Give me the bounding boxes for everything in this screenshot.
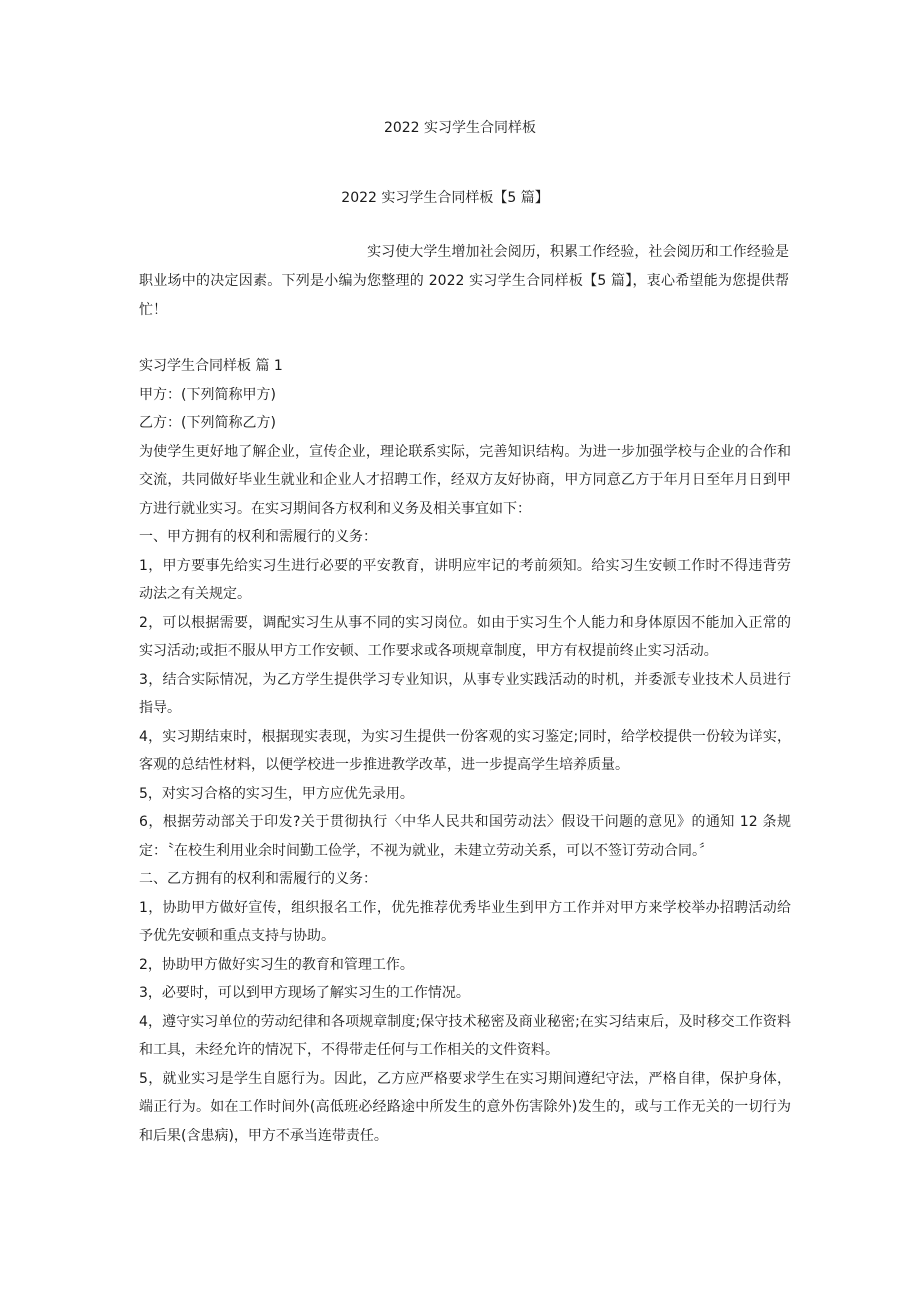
party-a-duties-heading: 一、甲方拥有的权利和需履行的义务： bbox=[139, 529, 377, 545]
clause-paragraph: 5，就业实习是学生自愿行为。因此，乙方应严格要求学生在实习期间遵纪守法，严格自律，保护身体，端正行为。如在工作时间外(高低班必经路途中所发生的意外伤害除外)发生的，或与工作无关的一切行为和后果(含患病)，甲方不承当连带责任。 bbox=[139, 1070, 791, 1144]
preamble-paragraph: 为使学生更好地了解企业，宣传企业，理论联系实际，完善知识结构。为进一步加强学校与企业的合作和交流，共同做好毕业生就业和企业人才招聘工作，经双方友好协商，甲方同意乙方于年月日至年月日到甲方进行就业实习。在实习期间各方权利和义务及相关事宜如下： bbox=[139, 443, 791, 517]
clause-paragraph: 3，结合实际情况，为乙方学生提供学习专业知识，从事专业实践活动的时机，并委派专业技术人员进行指导。 bbox=[139, 671, 791, 716]
clause-paragraph: 2，可以根据需要，调配实习生从事不同的实习岗位。如由于实习生个人能力和身体原因不能加入正常的实习活动;或拒不服从甲方工作安顿、工作要求或各项规章制度，甲方有权提前终止实习活动。 bbox=[139, 614, 791, 659]
document-subtitle: 2022 实习学生合同样板【5 篇】 bbox=[341, 190, 549, 206]
intro-paragraph bbox=[139, 238, 789, 325]
intro-text: 实习使大学生增加社会阅历，积累工作经验，社会阅历和工作经验是职业场中的决定因素。下列是小编为您整理的 2022 实习学生合同样板【5 篇】，衷心希望能为您提供帮忙！ bbox=[139, 244, 789, 318]
clause-paragraph: 4，遵守实习单位的劳动纪律和各项规章制度;保守技术秘密及商业秘密;在实习结束后，及时移交工作资料和工具，未经允许的情况下，不得带走任何与工作相关的文件资料。 bbox=[139, 1013, 791, 1058]
party-a-line: 甲方：(下列简称甲方) bbox=[139, 386, 276, 403]
clause-paragraph: 1，协助甲方做好宣传，组织报名工作，优先推荐优秀毕业生到甲方工作并对甲方来学校举办招聘活动给予优先安顿和重点支持与协助。 bbox=[139, 899, 791, 944]
clause-paragraph: 5，对实习合格的实习生，甲方应优先录用。 bbox=[139, 785, 414, 802]
clause-paragraph: 1，甲方要事先给实习生进行必要的平安教育，讲明应牢记的考前须知。给实习生安顿工作时不得违背劳动法之有关规定。 bbox=[139, 557, 791, 602]
clause-paragraph: 4，实习期结束时，根据现实表现，为实习生提供一份客观的实习鉴定;同时，给学校提供一份较为详实，客观的总结性材料，以便学校进一步推进教学改革，进一步提高学生培养质量。 bbox=[139, 728, 791, 773]
clause-paragraph: 2，协助甲方做好实习生的教育和管理工作。 bbox=[139, 956, 414, 973]
contract-body bbox=[139, 352, 791, 1150]
clause-paragraph: 6，根据劳动部关于印发?关于贯彻执行〈中华人民共和国劳动法〉假设干问题的意见》的通知 12 条规定：〝在校生利用业余时间勤工俭学，不视为就业，未建立劳动关系，可以不签订劳动合同。〞 bbox=[139, 814, 791, 859]
clause-paragraph: 3，必要时，可以到甲方现场了解实习生的工作情况。 bbox=[139, 985, 470, 1001]
party-b-duties-heading: 二、乙方拥有的权利和需履行的义务： bbox=[139, 871, 377, 887]
document-title: 2022 实习学生合同样板 bbox=[383, 120, 537, 136]
party-b-line: 乙方：(下列简称乙方) bbox=[139, 415, 276, 431]
section-heading: 实习学生合同样板 篇 1 bbox=[139, 358, 283, 374]
